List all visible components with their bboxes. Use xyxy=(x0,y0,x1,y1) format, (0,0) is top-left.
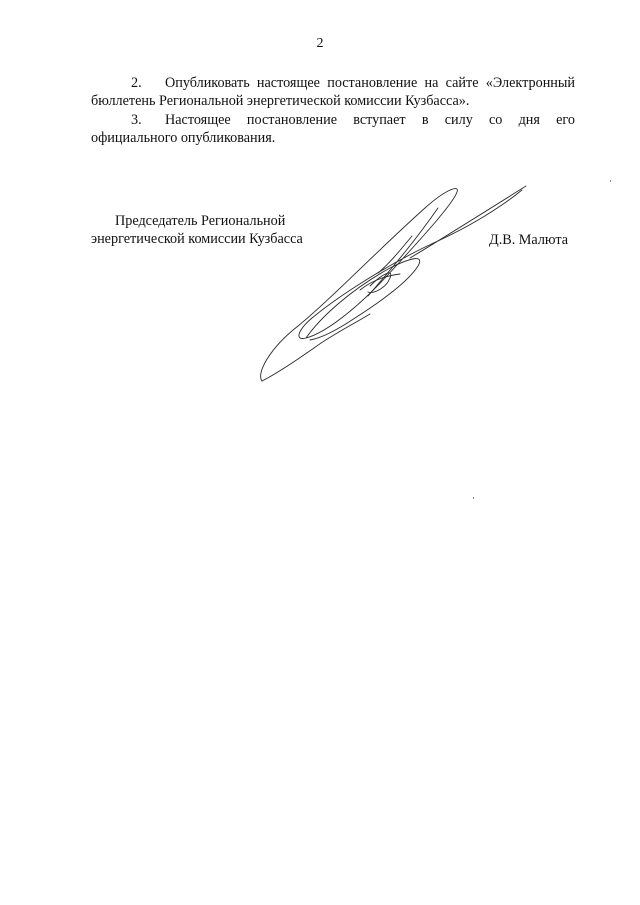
signer-name: Д.В. Малюта xyxy=(489,232,568,248)
paragraph-text: Настоящее постановление вступает в силу со дня его официального опубликования. xyxy=(91,111,575,147)
signature-stroke xyxy=(261,189,522,381)
signatory-title-line2: энергетической комиссии Кузбасса xyxy=(91,231,303,248)
paragraph-text: Опубликовать настоящее постановление на сайте «Электронный бюллетень Региональной энергетической комиссии Кузбасса». xyxy=(91,75,575,110)
paragraph-number: 3. xyxy=(131,111,142,128)
scan-speck xyxy=(473,497,474,499)
handwritten-signature xyxy=(250,178,540,388)
paragraph-number: 2. xyxy=(131,75,142,91)
signature-stroke xyxy=(262,314,370,381)
paragraph-3 xyxy=(91,111,575,148)
paragraph-2 xyxy=(91,74,575,111)
signature-stroke xyxy=(306,259,420,340)
page-number: 2 xyxy=(316,36,324,51)
signatory-title-line1: Председатель Региональной xyxy=(115,213,286,229)
scan-speck xyxy=(610,180,611,182)
document-body xyxy=(91,74,575,148)
